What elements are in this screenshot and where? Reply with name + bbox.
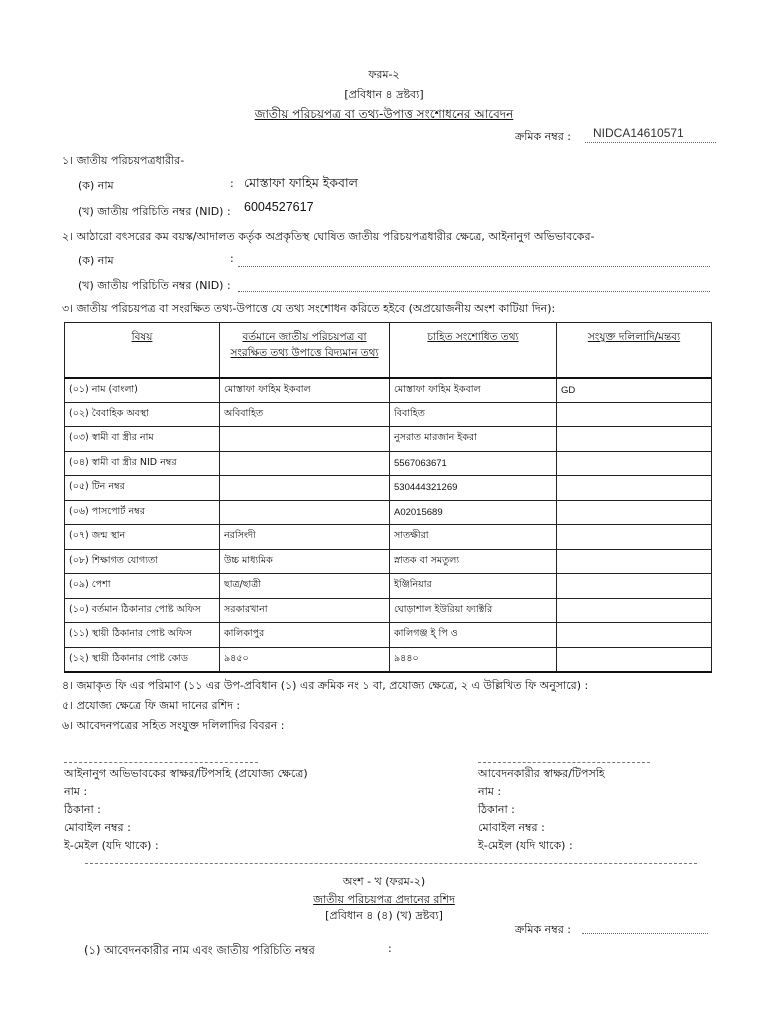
- part-b-divider: [85, 863, 697, 864]
- row-requested-info[interactable]: বিবাহিত: [390, 402, 557, 427]
- row-subject: (০৫) টিন নম্বর: [65, 476, 220, 501]
- row-requested-info[interactable]: কালিগঞ্জ ই্ পি ও: [390, 623, 557, 648]
- guardian-name-line: নাম :: [64, 785, 88, 798]
- section2-heading: ২। আঠারো বৎসরের কম বয়স্ক/আদালত কর্তৃক অপ্রকৃতিস্থ ঘোষিত জাতীয় পরিচয়পত্রধারীর ক্ষেত্রে, আইনানুগ অভিভাবকের-: [62, 230, 595, 243]
- holder-name-value[interactable]: মোস্তাফা ফাহিম ইকবাল: [244, 175, 358, 190]
- item5-receipt: ৫। প্রযোজ্য ক্ষেত্রে ফি জমা দানের রশিদ :: [62, 699, 241, 712]
- part-b-label: অংশ - খ (ফরম-২): [342, 875, 426, 888]
- row-requested-info[interactable]: মোস্তাফা ফাহিম ইকবাল: [390, 378, 557, 403]
- row-current-info[interactable]: [220, 476, 390, 501]
- table-row: [65, 623, 712, 648]
- table-row: [65, 476, 712, 501]
- row-current-info[interactable]: উচ্চ মাধ্যমিক: [220, 549, 390, 574]
- row-requested-info[interactable]: ৯৪৪০: [390, 647, 557, 672]
- row-requested-info[interactable]: নুসরাত মারজান ইকরা: [390, 427, 557, 452]
- part-b-title: জাতীয় পরিচয়পত্র প্রদানের রশিদ: [313, 893, 455, 906]
- colon: :: [230, 177, 234, 190]
- row-current-info[interactable]: নরসিংদী: [220, 525, 390, 550]
- row-subject: (০২) বৈবাহিক অবস্থা: [65, 402, 220, 427]
- guardian-name-field[interactable]: [238, 250, 710, 267]
- row-subject: (০৪) স্বামী বা স্ত্রীর NID নম্বর: [65, 451, 220, 476]
- colon: :: [388, 942, 392, 955]
- row-remarks[interactable]: [557, 623, 712, 648]
- table-row: [65, 574, 712, 599]
- rule-reference: [প্রবিধান ৪ দ্রষ্টব্য]: [344, 88, 424, 101]
- row-subject: (১১) স্থায়ী ঠিকানার পোষ্ট অফিস: [65, 623, 220, 648]
- row-subject: (০৮) শিক্ষাগত যোগ্যতা: [65, 549, 220, 574]
- row-subject: (০৯) পেশা: [65, 574, 220, 599]
- guardian-signature-title: আইনানুগ অভিভাবকের স্বাক্ষর/টিপসহি (প্রযোজ্য ক্ষেত্রে): [64, 767, 308, 780]
- holder-nid-label: (খ) জাতীয় পরিচিতি নম্বর (NID) :: [78, 205, 231, 218]
- header-current-info: বর্তমানে জাতীয় পরিচয়পত্র বা সংরক্ষিত তথ্য উপাত্তে বিদ্যমান তথ্য: [220, 323, 390, 378]
- row-current-info[interactable]: ৯৪৫০: [220, 647, 390, 672]
- part-b-rule-reference: [প্রবিধান ৪ (৪) (খ) দ্রষ্টব্য]: [325, 909, 443, 922]
- form-title: জাতীয় পরিচয়পত্র বা তথ্য-উপাত্ত সংশোধনের আবেদন: [254, 107, 514, 121]
- row-requested-info[interactable]: A02015689: [390, 500, 557, 525]
- applicant-mobile-line: মোবাইল নম্বর :: [478, 821, 545, 834]
- guardian-nid-label: (খ) জাতীয় পরিচিতি নম্বর (NID) :: [78, 279, 231, 292]
- row-remarks[interactable]: [557, 451, 712, 476]
- part-b-serial-label: ক্রমিক নম্বর :: [515, 923, 571, 936]
- table-row: [65, 549, 712, 574]
- serial-label: ক্রমিক নম্বর :: [515, 130, 571, 143]
- row-remarks[interactable]: GD: [557, 378, 712, 403]
- row-current-info[interactable]: ছাত্র/ছাত্রী: [220, 574, 390, 599]
- row-requested-info[interactable]: স্নাতক বা সমতুল্য: [390, 549, 557, 574]
- row-subject: (০৬) পাসপোর্ট নম্বর: [65, 500, 220, 525]
- row-subject: (১২) স্থায়ী ঠিকানার পোষ্ট কোড: [65, 647, 220, 672]
- table-row: [65, 525, 712, 550]
- form-number: ফরম-২: [368, 68, 400, 81]
- row-remarks[interactable]: [557, 402, 712, 427]
- row-current-info[interactable]: মোস্তাফা ফাহিম ইকবাল: [220, 378, 390, 403]
- row-subject: (০৭) জন্ম স্থান: [65, 525, 220, 550]
- applicant-address-line: ঠিকানা :: [478, 803, 515, 816]
- applicant-name-line: নাম :: [478, 785, 502, 798]
- serial-number-field[interactable]: NIDCA14610571: [585, 124, 716, 143]
- colon: :: [230, 252, 234, 265]
- row-requested-info[interactable]: 530444321269: [390, 476, 557, 501]
- row-current-info[interactable]: সরকারখানা: [220, 598, 390, 623]
- row-requested-info[interactable]: সাতক্ষীরা: [390, 525, 557, 550]
- row-current-info[interactable]: [220, 427, 390, 452]
- part-b-serial-field[interactable]: [582, 919, 708, 934]
- guardian-nid-field[interactable]: [238, 275, 710, 292]
- applicant-signature-block: [478, 765, 605, 855]
- section3-heading: ৩। জাতীয় পরিচয়পত্র বা সংরক্ষিত তথ্য-উপাত্তে যে তথ্য সংশোধন করিতে হইবে (অপ্রয়োজনীয় অংশ কাটিয়া দিন):: [62, 302, 556, 315]
- table-header-row: [65, 323, 712, 378]
- row-remarks[interactable]: [557, 500, 712, 525]
- table-row: [65, 427, 712, 452]
- table-row: [65, 500, 712, 525]
- header-requested-info: চাহিত সংশোধিত তথ্য: [390, 323, 557, 378]
- holder-nid-value[interactable]: 6004527617: [244, 200, 314, 214]
- guardian-email-line: ই-মেইল (যদি থাকে) :: [64, 839, 159, 852]
- row-subject: (১০) বর্তমান ঠিকানার পোষ্ট অফিস: [65, 598, 220, 623]
- guardian-signature-block: [64, 765, 308, 855]
- applicant-signature-title: আবেদনকারীর স্বাক্ষর/টিপসহি: [478, 767, 605, 780]
- form-title-wrap: [0, 106, 768, 126]
- row-current-info[interactable]: অবিবাহিত: [220, 402, 390, 427]
- row-remarks[interactable]: [557, 574, 712, 599]
- guardian-address-line: ঠিকানা :: [64, 803, 101, 816]
- table-row: [65, 647, 712, 672]
- part-b-item1-label: (১) আবেদনকারীর নাম এবং জাতীয় পরিচিতি নম্বর: [84, 943, 315, 957]
- header-subject: বিষয়: [65, 323, 220, 378]
- row-remarks[interactable]: [557, 549, 712, 574]
- section1-heading: ১। জাতীয় পরিচয়পত্রধারীর-: [62, 154, 185, 167]
- row-remarks[interactable]: [557, 476, 712, 501]
- row-requested-info[interactable]: 5567063671: [390, 451, 557, 476]
- guardian-name-label: (ক) নাম: [78, 254, 114, 267]
- item6-documents: ৬। আবেদনপত্রের সহিত সংযুক্ত দলিলাদির বিবরন :: [62, 719, 285, 732]
- header-documents: সংযুক্ত দলিলাদি/মন্তব্য: [557, 323, 712, 378]
- row-requested-info[interactable]: ঘোড়াশাল ইউরিয়া ফ্যাক্টরি: [390, 598, 557, 623]
- table-row: [65, 402, 712, 427]
- row-remarks[interactable]: [557, 525, 712, 550]
- holder-name-label: (ক) নাম: [78, 179, 114, 192]
- guardian-mobile-line: মোবাইল নম্বর :: [64, 821, 131, 834]
- table-row: [65, 598, 712, 623]
- item4-fee: ৪। জমাকৃত ফি এর পরিমাণ (১১ এর উপ-প্রবিধান (১) এর ক্রমিক নং ১ বা, প্রযোজ্য ক্ষেত্রে, ২ এ উল্লিখিত ফি অনুসারে) :: [62, 679, 589, 692]
- row-remarks[interactable]: [557, 427, 712, 452]
- guardian-signature-line[interactable]: [64, 762, 258, 763]
- table-row: [65, 378, 712, 403]
- row-subject: (০৩) স্বামী বা স্ত্রীর নাম: [65, 427, 220, 452]
- row-current-info[interactable]: কালিকাপুর: [220, 623, 390, 648]
- row-remarks[interactable]: [557, 647, 712, 672]
- row-remarks[interactable]: [557, 598, 712, 623]
- correction-table: [64, 322, 712, 673]
- applicant-signature-line[interactable]: [478, 762, 650, 763]
- table-row: [65, 451, 712, 476]
- row-current-info[interactable]: [220, 451, 390, 476]
- row-current-info[interactable]: [220, 500, 390, 525]
- row-subject: (০১) নাম (বাংলা): [65, 378, 220, 403]
- applicant-email-line: ই-মেইল (যদি থাকে) :: [478, 839, 573, 852]
- row-requested-info[interactable]: ইঞ্জিনিয়ার: [390, 574, 557, 599]
